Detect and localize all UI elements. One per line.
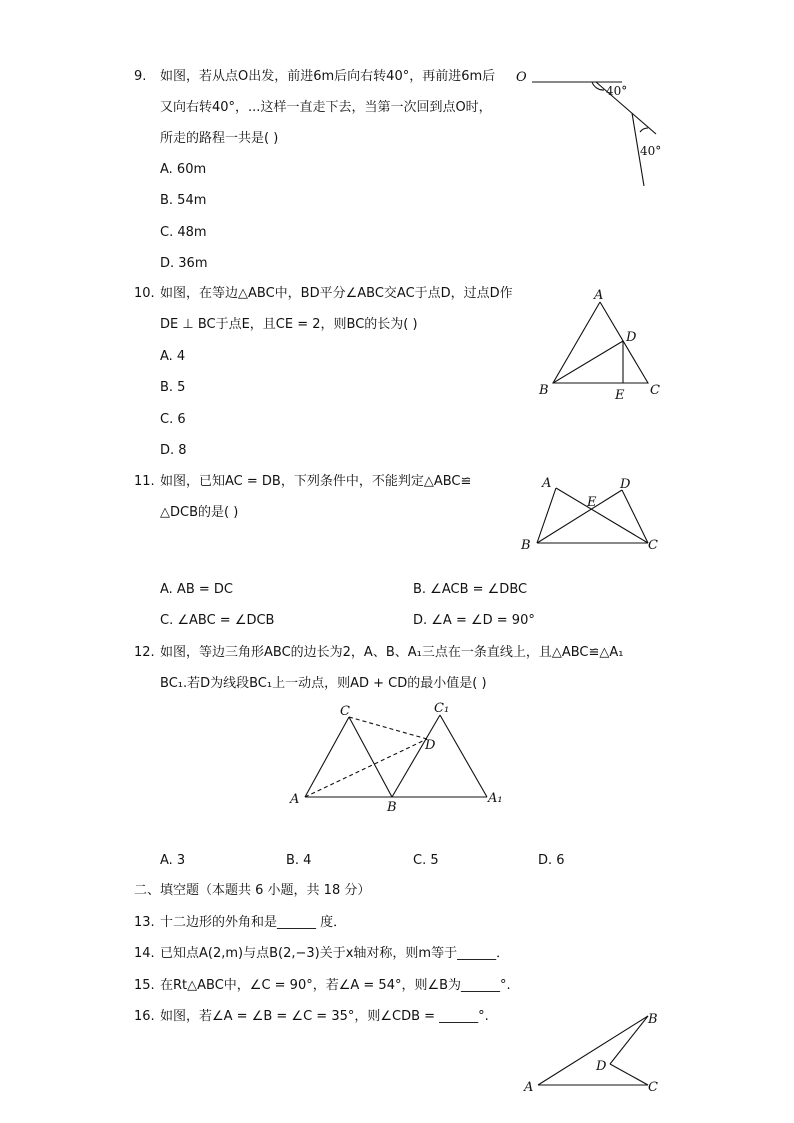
q9-label-angle-2: 40° — [640, 144, 662, 158]
q9-number: 9. — [134, 69, 147, 84]
q16-number: 16. — [134, 1009, 155, 1024]
q11-label-b: B — [521, 538, 531, 553]
q12-option-c: C. 5 — [413, 853, 439, 868]
q11-option-d: D. ∠A = ∠D = 90° — [413, 613, 535, 628]
q11-label-c: C — [648, 538, 658, 553]
q12-option-a: A. 3 — [160, 853, 186, 868]
q12-option-d: D. 6 — [538, 853, 565, 868]
q16-label-c: C — [648, 1080, 658, 1095]
q10-label-b: B — [539, 383, 549, 398]
q16-label-b: B — [648, 1012, 658, 1027]
q11-text-line1: 如图，已知AC = DB，下列条件中，不能判定△ABC≌ — [160, 474, 472, 489]
q10-text-line2: DE ⊥ BC于点E，且CE = 2，则BC的长为( ) — [160, 317, 418, 332]
q9-option-c: C. 48m — [160, 225, 207, 240]
section-title: 二、填空题（本题共 6 小题，共 18 分） — [134, 883, 371, 898]
q12-label-a: A — [290, 792, 300, 807]
q10-label-a: A — [594, 288, 604, 303]
q16-segment-dc — [610, 1064, 648, 1085]
q10-label-d: D — [626, 330, 637, 345]
q12-option-b: B. 4 — [286, 853, 312, 868]
q12-label-b: B — [387, 800, 397, 815]
q11-option-a: A. AB = DC — [160, 582, 233, 597]
q10-option-c: C. 6 — [160, 412, 186, 427]
q10-option-d: D. 8 — [160, 443, 187, 458]
q16-label-a: A — [524, 1080, 534, 1095]
q10-label-c: C — [650, 383, 660, 398]
q9-text-line1: 如图，若从点O出发，前进6m后向右转40°，再前进6m后 — [160, 69, 496, 84]
q9-label-o: O — [516, 70, 527, 85]
q10-option-b: B. 5 — [160, 380, 186, 395]
q16-segment-bd — [610, 1016, 648, 1064]
q12-number: 12. — [134, 645, 155, 660]
q15-number: 15. — [134, 978, 155, 993]
q11-label-e: E — [587, 495, 597, 510]
q9-option-d: D. 36m — [160, 256, 208, 271]
q11-number: 11. — [134, 474, 155, 489]
q11-label-a: A — [542, 476, 552, 491]
q12-label-d: D — [425, 738, 436, 753]
q13-number: 13. — [134, 915, 155, 930]
q12-text-line1: 如图，等边三角形ABC的边长为2，A、B、A₁三点在一条直线上，且△ABC≌△A₁ — [160, 645, 624, 660]
q11-label-d: D — [620, 477, 631, 492]
q13-text: 十二边形的外角和是______ 度． — [160, 915, 347, 930]
q11-option-b: B. ∠ACB = ∠DBC — [413, 582, 528, 597]
q15-text: 在Rt△ABC中，∠C = 90°，若∠A = 54°，则∠B为______°. — [160, 978, 511, 993]
q9-option-b: B. 54m — [160, 193, 207, 208]
q10-text-line1: 如图，在等边△ABC中，BD平分∠ABC交AC于点D，过点D作 — [160, 286, 513, 301]
q9-label-angle-1: 40° — [606, 84, 628, 98]
q12-label-c1: C₁ — [434, 701, 450, 716]
q16-segment-ab — [538, 1016, 648, 1085]
q14-text: 已知点A(2,m)与点B(2,−3)关于x轴对称，则m等于______． — [160, 946, 510, 961]
q14-number: 14. — [134, 946, 155, 961]
q11-option-c: C. ∠ABC = ∠DCB — [160, 613, 275, 628]
q10-option-a: A. 4 — [160, 349, 186, 364]
q9-text-line2: 又向右转40°，...这样一直走下去，当第一次回到点O时， — [160, 100, 492, 115]
q16-label-d: D — [596, 1059, 607, 1074]
q10-number: 10. — [134, 286, 155, 301]
q9-text-line3: 所走的路程一共是( ) — [160, 131, 279, 146]
q16-text: 如图，若∠A = ∠B = ∠C = 35°，则∠CDB = ______°. — [160, 1009, 489, 1024]
q9-option-a: A. 60m — [160, 162, 207, 177]
q11-text-line2: △DCB的是( ) — [160, 505, 239, 520]
q12-label-c: C — [340, 704, 350, 719]
q10-label-e: E — [615, 388, 625, 403]
q12-label-a1: A₁ — [488, 791, 503, 806]
q12-text-line2: BC₁.若D为线段BC₁上一动点，则AD + CD的最小值是( ) — [160, 676, 487, 691]
